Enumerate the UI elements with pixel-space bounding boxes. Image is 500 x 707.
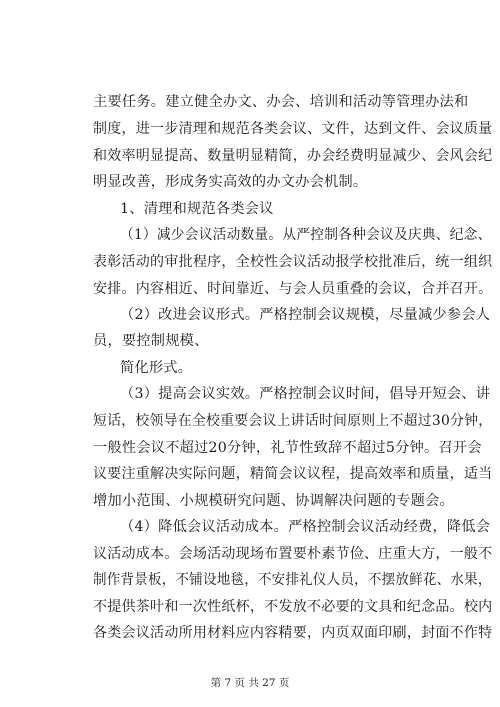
text-line: 议要注重解决实际问题，精简会议议程，提高效率和质量，适当 [93,466,493,482]
text-line: 短话，校领导在全校重要会议上讲话时间原则上不超过30分钟， [93,413,493,429]
text-line: 增加小范围、小规模研究问题、协调解决问题的专题会。 [93,493,454,509]
text-line: 不提供茶叶和一次性纸杯，不发放不必要的文具和纪念品。校内 [93,599,493,615]
text-line: 各类会议活动所用材料应内容精要，内页双面印刷，封面不作特 [93,625,493,641]
text-line: 员，要控制规模、 [93,333,209,349]
text-line: 议活动成本。会场活动现场布置要朴素节俭、庄重大方，一般不 [93,546,493,562]
text-line: 表彰活动的审批程序，全校性会议活动报学校批准后，统一组织 [93,254,493,270]
text-line: 简化形式。 [120,360,193,376]
text-line: 安排。内容相近、时间靠近、与会人员重叠的会议，合并召开。 [93,281,493,297]
section-heading: 1、清理和规范各类会议 [120,201,274,217]
text-line: （2）改进会议形式。严格控制会议规模，尽量减少参会人 [120,307,491,323]
text-line: 制度，进一步清理和规范各类会议、文件，达到文件、会议质量 [93,121,493,137]
text-line: 和效率明显提高、数量明显精简，办会经费明显减少、会风会纪 [93,148,493,164]
text-line: 明显改善，形成务实高效的办文办会机制。 [93,174,368,190]
page-footer: 第 7 页 共 27 页 [210,677,290,689]
text-line: 制作背景板，不铺设地毯，不安排礼仪人员，不摆放鲜花、水果， [93,572,492,588]
text-line: 一般性会议不超过20分钟，礼节性致辞不超过5分钟。召开会 [93,440,482,456]
text-line: （1）减少会议活动数量。从严控制各种会议及庆典、纪念、 [120,227,492,243]
text-line: 主要任务。建立健全办文、办会、培训和活动等管理办法和 [93,94,469,110]
text-line: （3）提高会议实效。严格控制会议时间，倡导开短会、讲 [120,386,491,402]
text-line: （4）降低会议活动成本。严格控制会议活动经费，降低会 [120,519,491,535]
